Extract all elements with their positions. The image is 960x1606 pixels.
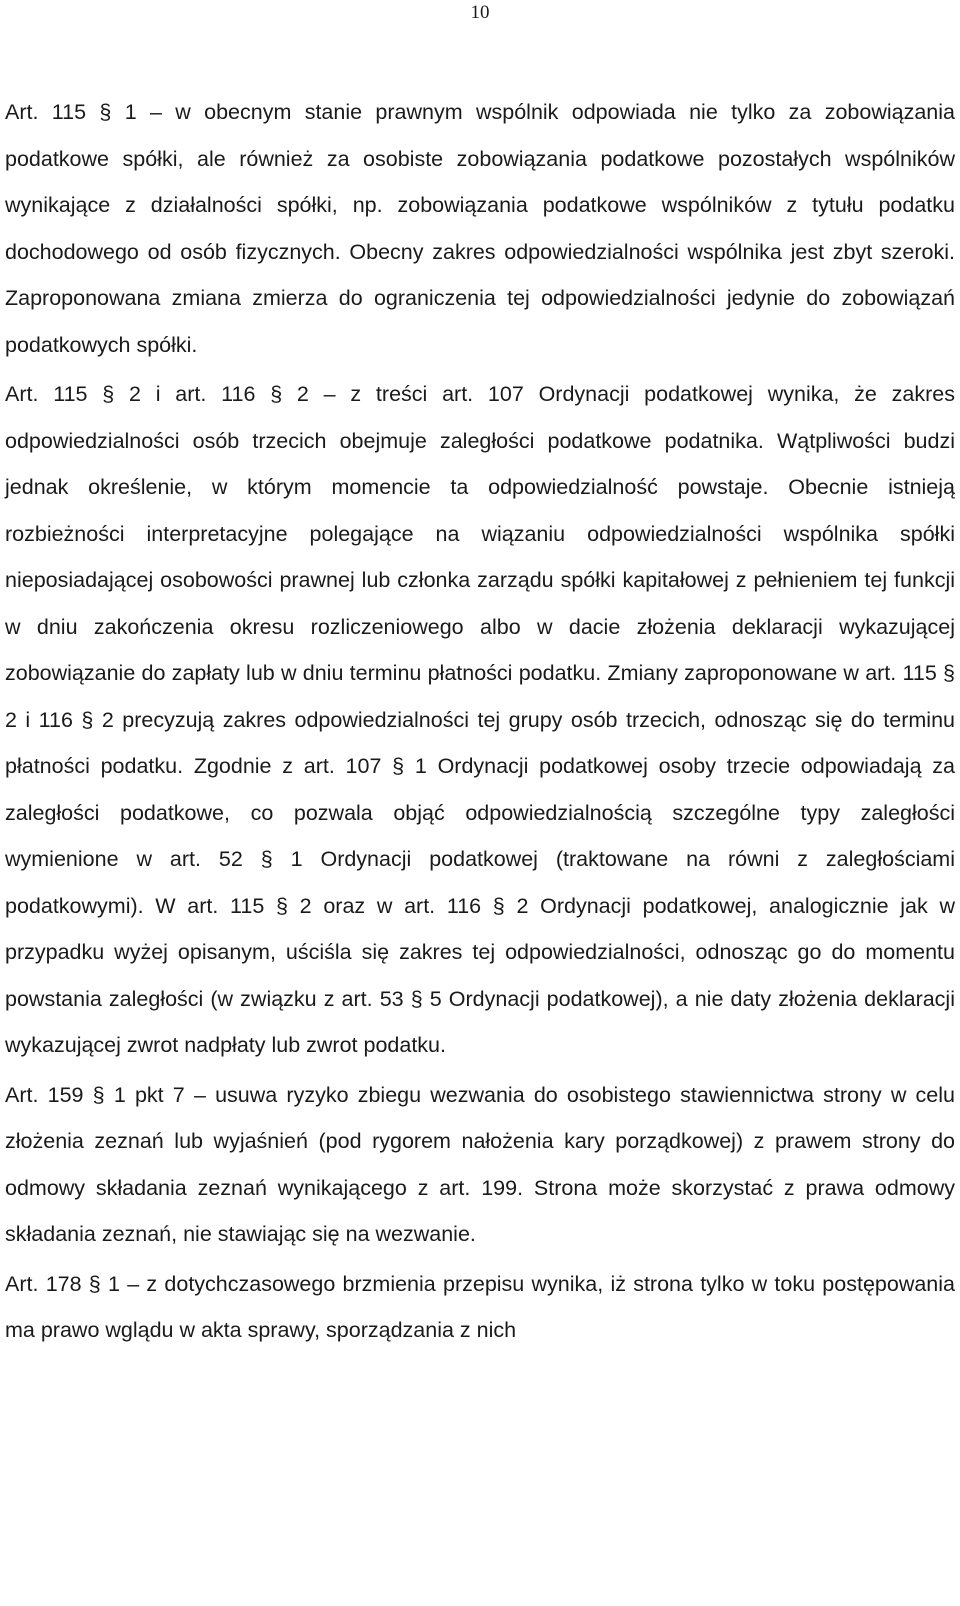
paragraph-art-115-1: Art. 115 § 1 – w obecnym stanie prawnym wspólnik odpowiada nie tylko za zobowiązania podatkowe spółki, ale również za osobiste zobowiązania podatkowe pozostałych wspólników wynikające z działalności spółki, np. zobowiązania podatkowe wspólników z tytułu podatku dochodowego od osób fizycznych. Obecny zakres odpowiedzialności wspólnika jest zbyt szeroki. Zaproponowana zmiana zmierza do ograniczenia tej odpowiedzialności jedynie do zobowiązań podatkowych spółki. — [5, 100, 955, 357]
paragraph-art-115-2: Art. 115 § 2 i art. 116 § 2 – z treści art. 107 Ordynacji podatkowej wynika, że zakres odpowiedzialności osób trzecich obejmuje zaległości podatkowe podatnika. Wątpliwości budzi jednak określenie, w którym momencie ta odpowiedzialność powstaje. Obecnie istnieją rozbieżności interpretacyjne polegające na wiązaniu odpowiedzialności wspólnika spółki nieposiadającej osobowości prawnej lub członka zarządu spółki kapitałowej z pełnieniem tej funkcji w dniu zakończenia okresu rozliczeniowego albo w dacie złożenia deklaracji wykazującej zobowiązanie do zapłaty lub w dniu terminu płatności podatku. Zmiany zaproponowane w art. 115 § 2 i 116 § 2 precyzują zakres odpowiedzialności tej grupy osób trzecich, odnosząc się do terminu płatności podatku. Zgodnie z art. 107 § 1 Ordynacji podatkowej osoby trzecie odpowiadają za zaległości podatkowe, co pozwala objąć odpowiedzialnością szczególne typy zaległości wymienione w art. 52 § 1 Ordynacji podatkowej (traktowane na równi z zaległościami podatkowymi). W art. 115 § 2 oraz w art. 116 § 2 Ordynacji podatkowej, analogicznie jak w przypadku wyżej opisanym, uściśla się zakres tej odpowiedzialności, odnosząc go do momentu powstania zaległości (w związku z art. 53 § 5 Ordynacji podatkowej), a nie daty złożenia deklaracji wykazującej zwrot nadpłaty lub zwrot podatku. — [5, 382, 955, 1057]
document-body — [5, 89, 955, 1357]
paragraph-art-178-1: Art. 178 § 1 – z dotychczasowego brzmienia przepisu wynika, iż strona tylko w toku postępowania ma prawo wglądu w akta sprawy, sporządzania z nich — [5, 1271, 955, 1342]
page-number: 10 — [470, 2, 490, 23]
paragraph-art-159-1: Art. 159 § 1 pkt 7 – usuwa ryzyko zbiegu wezwania do osobistego stawiennictwa strony w celu złożenia zeznań lub wyjaśnień (pod rygorem nałożenia kary porządkowej) z prawem strony do odmowy składania zeznań wynikającego z art. 199. Strona może skorzystać z prawa odmowy składania zeznań, nie stawiając się na wezwanie. — [5, 1082, 955, 1246]
